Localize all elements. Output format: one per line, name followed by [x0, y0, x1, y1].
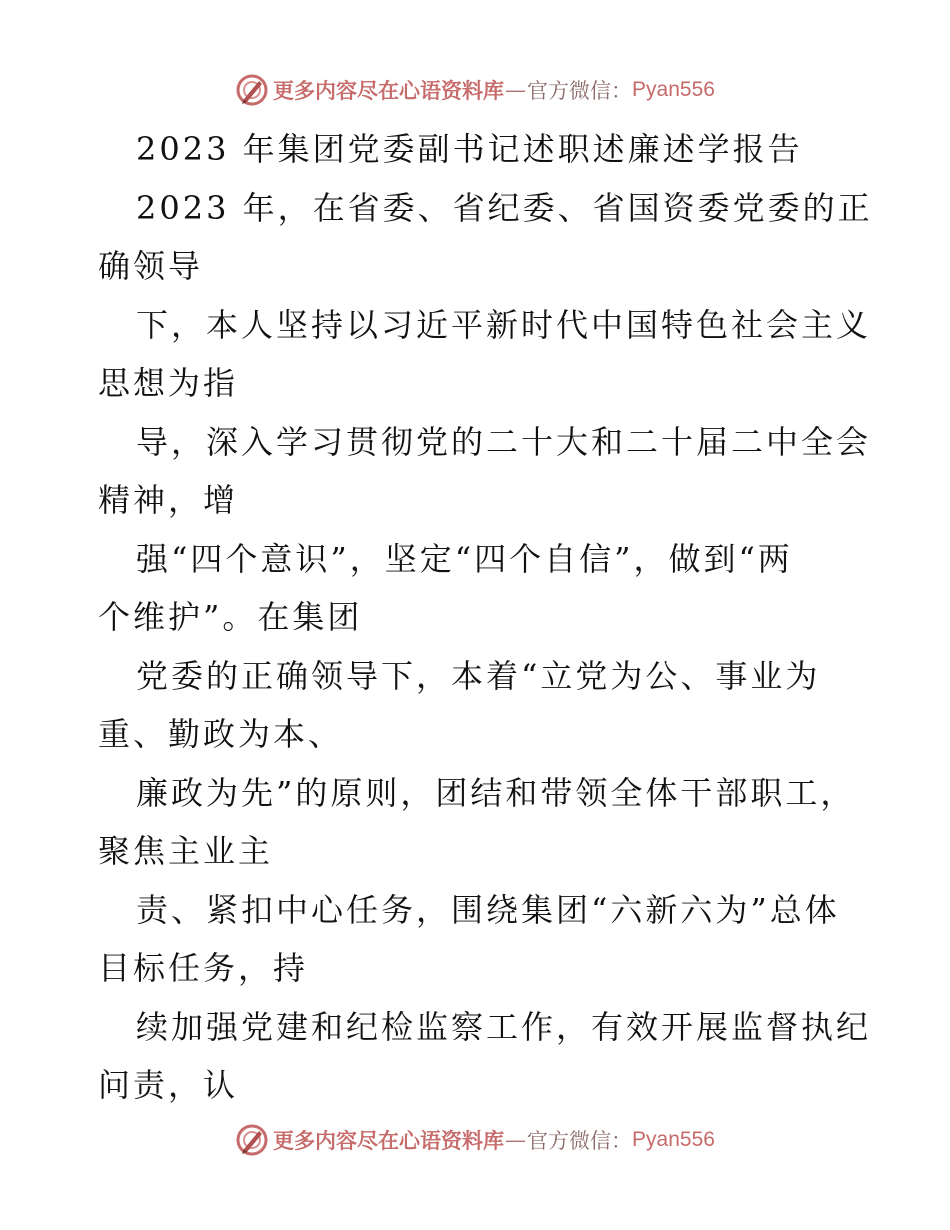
paragraph-line: 聚焦主业主 — [98, 832, 274, 870]
paragraph-line: 廉政为先”的原则，团结和带领全体干部职工， — [136, 773, 856, 812]
document-title: 2023 年集团党委副书记述职述廉述学报告 — [136, 130, 803, 168]
paragraph-line: 重、勤政为本、 — [98, 715, 344, 753]
pen-logo-icon — [235, 1123, 269, 1157]
paragraph-line: 导，深入学习贯彻党的二十大和二十届二中全会 — [136, 422, 872, 461]
document-body — [98, 120, 873, 1115]
paragraph-line: 思想为指 — [98, 364, 239, 402]
paragraph-line: 强“四个意识”，坚定“四个自信”，做到“两 — [136, 539, 793, 578]
pen-logo-icon — [235, 73, 269, 107]
banner-dash: — — [505, 1128, 527, 1152]
banner-wechat-id: Pyan556 — [632, 78, 715, 101]
paragraph-line: 确领导 — [98, 247, 204, 285]
paragraph-line: 精神，增 — [98, 481, 239, 519]
header-watermark-banner — [0, 70, 950, 110]
paragraph-line: 目标任务，持 — [98, 949, 309, 987]
banner-wechat-label: 官方微信： — [527, 79, 633, 103]
banner-title: 更多内容尽在心语资料库 — [273, 78, 505, 103]
paragraph-line: 党委的正确领导下，本着“立党为公、事业为 — [136, 656, 821, 695]
footer-watermark-banner — [0, 1120, 950, 1160]
paragraph-line: 问责，认 — [98, 1066, 239, 1104]
paragraph-line: 个维护”。在集团 — [98, 598, 363, 636]
banner-title: 更多内容尽在心语资料库 — [273, 1128, 505, 1153]
banner-dash: — — [505, 78, 527, 102]
banner-wechat-id: Pyan556 — [632, 1128, 715, 1151]
paragraph-line: 责、紧扣中心任务，围绕集团“六新六为”总体 — [136, 890, 840, 929]
banner-wechat-label: 官方微信： — [527, 1129, 633, 1153]
paragraph-line: 续加强党建和纪检监察工作，有效开展监督执纪 — [136, 1007, 872, 1046]
paragraph-line: 2023 年，在省委、省纪委、省国资委党委的正 — [136, 188, 873, 227]
paragraph-line: 下，本人坚持以习近平新时代中国特色社会主义 — [136, 305, 872, 344]
